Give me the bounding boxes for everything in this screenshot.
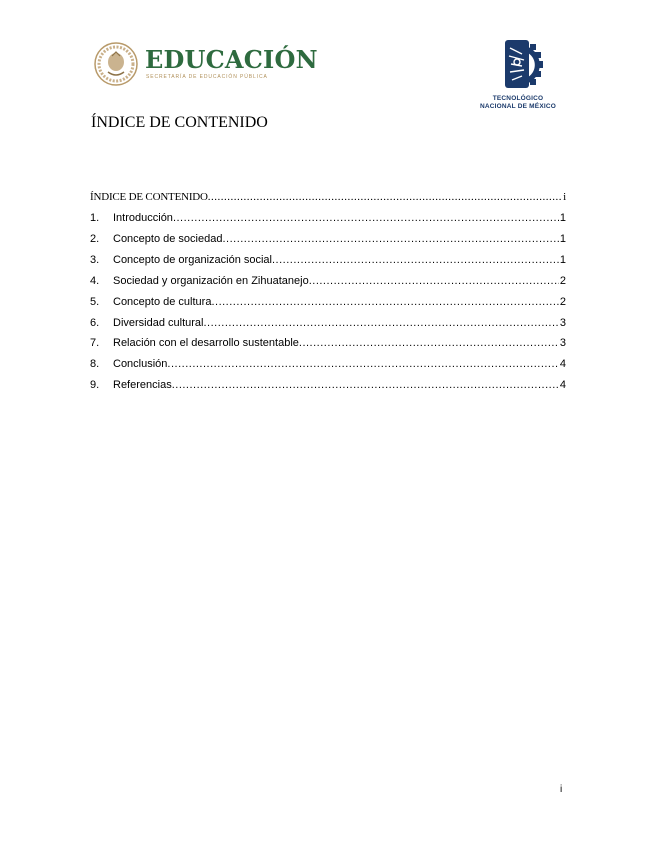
toc-entry[interactable] — [90, 316, 566, 330]
toc-entry-number: 9. — [90, 379, 100, 391]
page-title: ÍNDICE DE CONTENIDO — [91, 114, 268, 131]
national-seal-icon — [94, 42, 138, 86]
toc-entry[interactable] — [90, 378, 566, 392]
toc-entry-page: 2 — [559, 275, 566, 287]
toc-leader-dots — [172, 378, 559, 392]
toc-entry[interactable] — [90, 253, 566, 267]
toc-entry-number: 3. — [90, 254, 100, 266]
toc-entry-page: 1 — [559, 212, 566, 224]
toc-heading-page: i — [563, 191, 566, 203]
toc-entry-page: 1 — [559, 233, 566, 245]
toc-entry-text: Concepto de organización social — [113, 254, 272, 266]
tecnm-gear-icon — [502, 38, 544, 92]
sep-logo — [94, 42, 318, 88]
toc-entry-page: 2 — [559, 296, 566, 308]
toc-leader-dots — [309, 274, 559, 288]
toc-entry-page: 1 — [559, 254, 566, 266]
toc-entry-number: 2. — [90, 233, 100, 245]
toc-leader-dots — [167, 357, 558, 371]
toc-entry-number: 4. — [90, 275, 100, 287]
toc-entry-text: Conclusión — [113, 358, 168, 370]
toc-entry[interactable] — [90, 211, 566, 225]
toc-entry-text: Introducción — [113, 212, 173, 224]
tecnm-name-line1: TECNOLÓGICO — [492, 95, 544, 102]
toc-heading-text: ÍNDICE DE CONTENIDO — [90, 191, 208, 203]
toc-entry-text: Diversidad cultural — [113, 317, 204, 329]
toc-entry-text: Concepto de sociedad — [113, 233, 223, 245]
toc-entry-number: 1. — [90, 212, 100, 224]
toc-entry-page: 4 — [559, 379, 566, 391]
tecnm-logo — [468, 38, 568, 116]
toc-entry[interactable] — [90, 336, 566, 350]
toc-entry-page: 4 — [559, 358, 566, 370]
toc-entry-number: 7. — [90, 337, 100, 349]
toc-entry-page: 3 — [559, 317, 566, 329]
toc-entry[interactable] — [90, 232, 566, 246]
toc-heading-entry[interactable] — [90, 190, 566, 204]
sep-subtitle: SECRETARÍA DE EDUCACIÓN PÚBLICA — [146, 74, 268, 80]
footer-page-number: i — [560, 784, 563, 795]
toc-leader-dots — [173, 211, 559, 225]
toc-leader-dots — [222, 232, 558, 246]
toc-entry-text: Relación con el desarrollo sustentable — [113, 337, 299, 349]
toc-entry-number: 8. — [90, 358, 100, 370]
toc-leader-dots — [299, 336, 559, 350]
toc-entry-text: Concepto de cultura — [113, 296, 212, 308]
toc-entry[interactable] — [90, 295, 566, 309]
tecnm-name-line2: NACIONAL DE MÉXICO — [479, 103, 557, 110]
toc-entry-text: Referencias — [113, 379, 172, 391]
toc-entry[interactable] — [90, 274, 566, 288]
toc-entry-text: Sociedad y organización en Zihuatanejo — [113, 275, 309, 287]
toc-leader-dots — [203, 316, 558, 330]
toc-entry[interactable] — [90, 357, 566, 371]
toc-entry-number: 5. — [90, 296, 100, 308]
toc-entry-number: 6. — [90, 317, 100, 329]
toc-leader-dots — [211, 295, 558, 309]
toc-entry-page: 3 — [559, 337, 566, 349]
toc-leader-dots — [208, 190, 562, 204]
toc-leader-dots — [272, 253, 559, 267]
sep-wordmark: EDUCACIÓN — [145, 45, 318, 74]
